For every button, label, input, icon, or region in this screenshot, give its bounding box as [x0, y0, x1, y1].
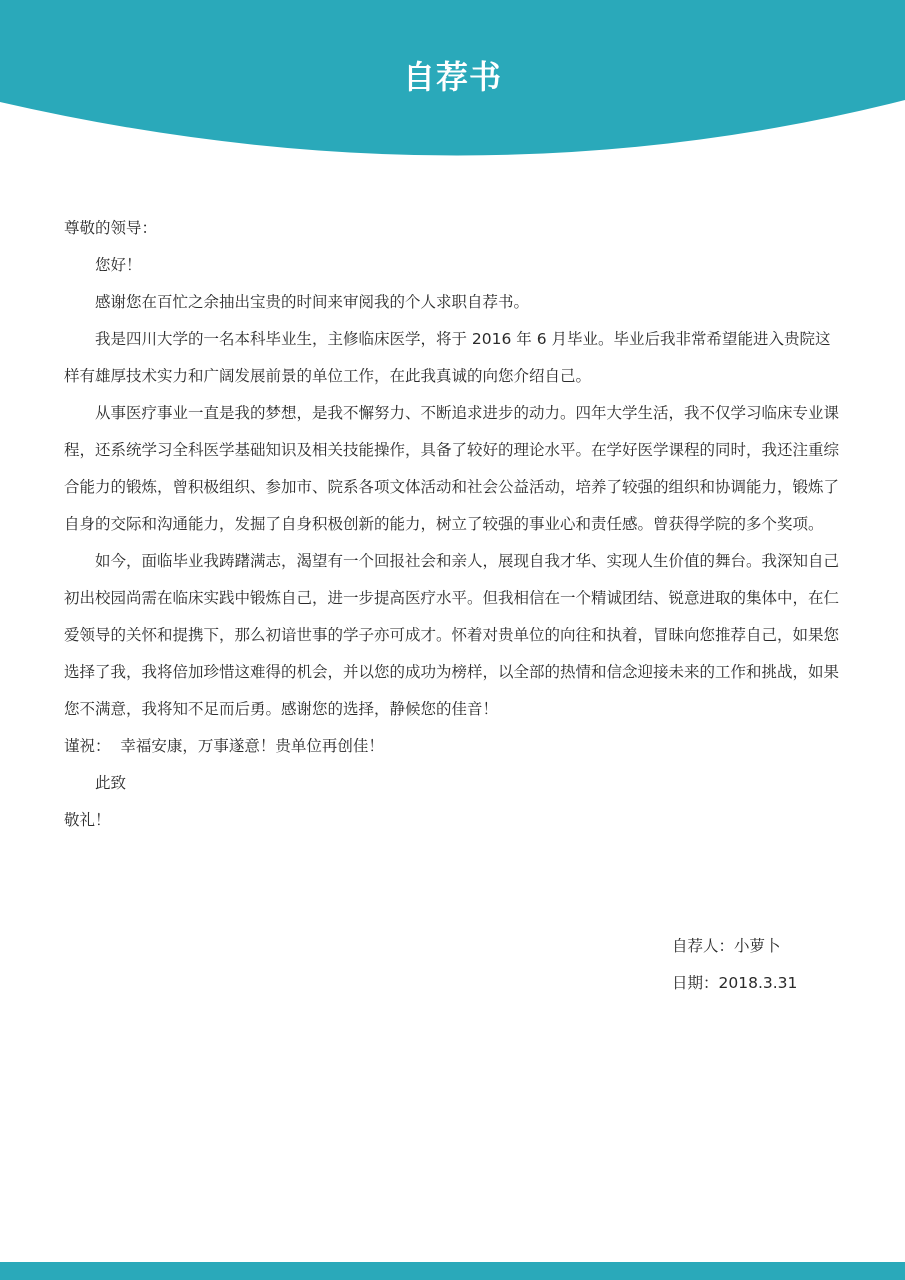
closing-line-2: 敬礼！ [64, 811, 111, 829]
salutation: 尊敬的领导： [64, 219, 158, 237]
footer-bar [0, 1262, 905, 1280]
closing-line-1: 此致 [95, 774, 127, 792]
greeting: 您好！ [95, 256, 142, 274]
paragraph-2: 我是四川大学的一名本科毕业生，主修临床医学，将于 2016 年 6 月毕业。毕业后我非常希望能进入贵院这样有雄厚技术实力和广阔发展前景的单位工作，在此我真诚的向您介绍自己。 [64, 330, 831, 385]
paragraph-4: 如今，面临毕业我踌躇满志，渴望有一个回报社会和亲人，展现自我才华、实现人生价值的舞台。我深知自己初出校园尚需在临床实践中锻炼自己，进一步提高医疗水平。但我相信在一个精诚团结、锐意进取的集体中，在仁爱领导的关怀和提携下，那么初谙世事的学子亦可成才。怀着对贵单位的向往和执着，冒昧向您推荐自己，如果您选择了我，我将倍加珍惜这难得的机会，并以您的成功为榜样，以全部的热情和信念迎接未来的工作和挑战，如果您不满意，我将知不足而后勇。感谢您的选择，静候您的佳音！ [64, 552, 840, 718]
signature-author: 自荐人：小萝卜 [672, 937, 781, 955]
wishes-line: 谨祝： 幸福安康，万事遂意！贵单位再创佳！ [64, 737, 384, 755]
paragraph-1: 感谢您在百忙之余抽出宝贵的时间来审阅我的个人求职自荐书。 [95, 293, 530, 311]
signature-block [672, 928, 797, 1002]
letter-body [64, 210, 840, 839]
signature-date: 日期：2018.3.31 [672, 974, 798, 992]
page-title: 自荐书 [402, 58, 502, 96]
paragraph-3: 从事医疗事业一直是我的梦想，是我不懈努力、不断追求进步的动力。四年大学生活，我不仅学习临床专业课程，还系统学习全科医学基础知识及相关技能操作，具备了较好的理论水平。在学好医学课程的同时，我还注重综合能力的锻炼，曾积极组织、参加市、院系各项文体活动和社会公益活动，培养了较强的组织和协调能力，锻炼了自身的交际和沟通能力，发掘了自身积极创新的能力，树立了较强的事业心和责任感。曾获得学院的多个奖项。 [64, 404, 840, 533]
